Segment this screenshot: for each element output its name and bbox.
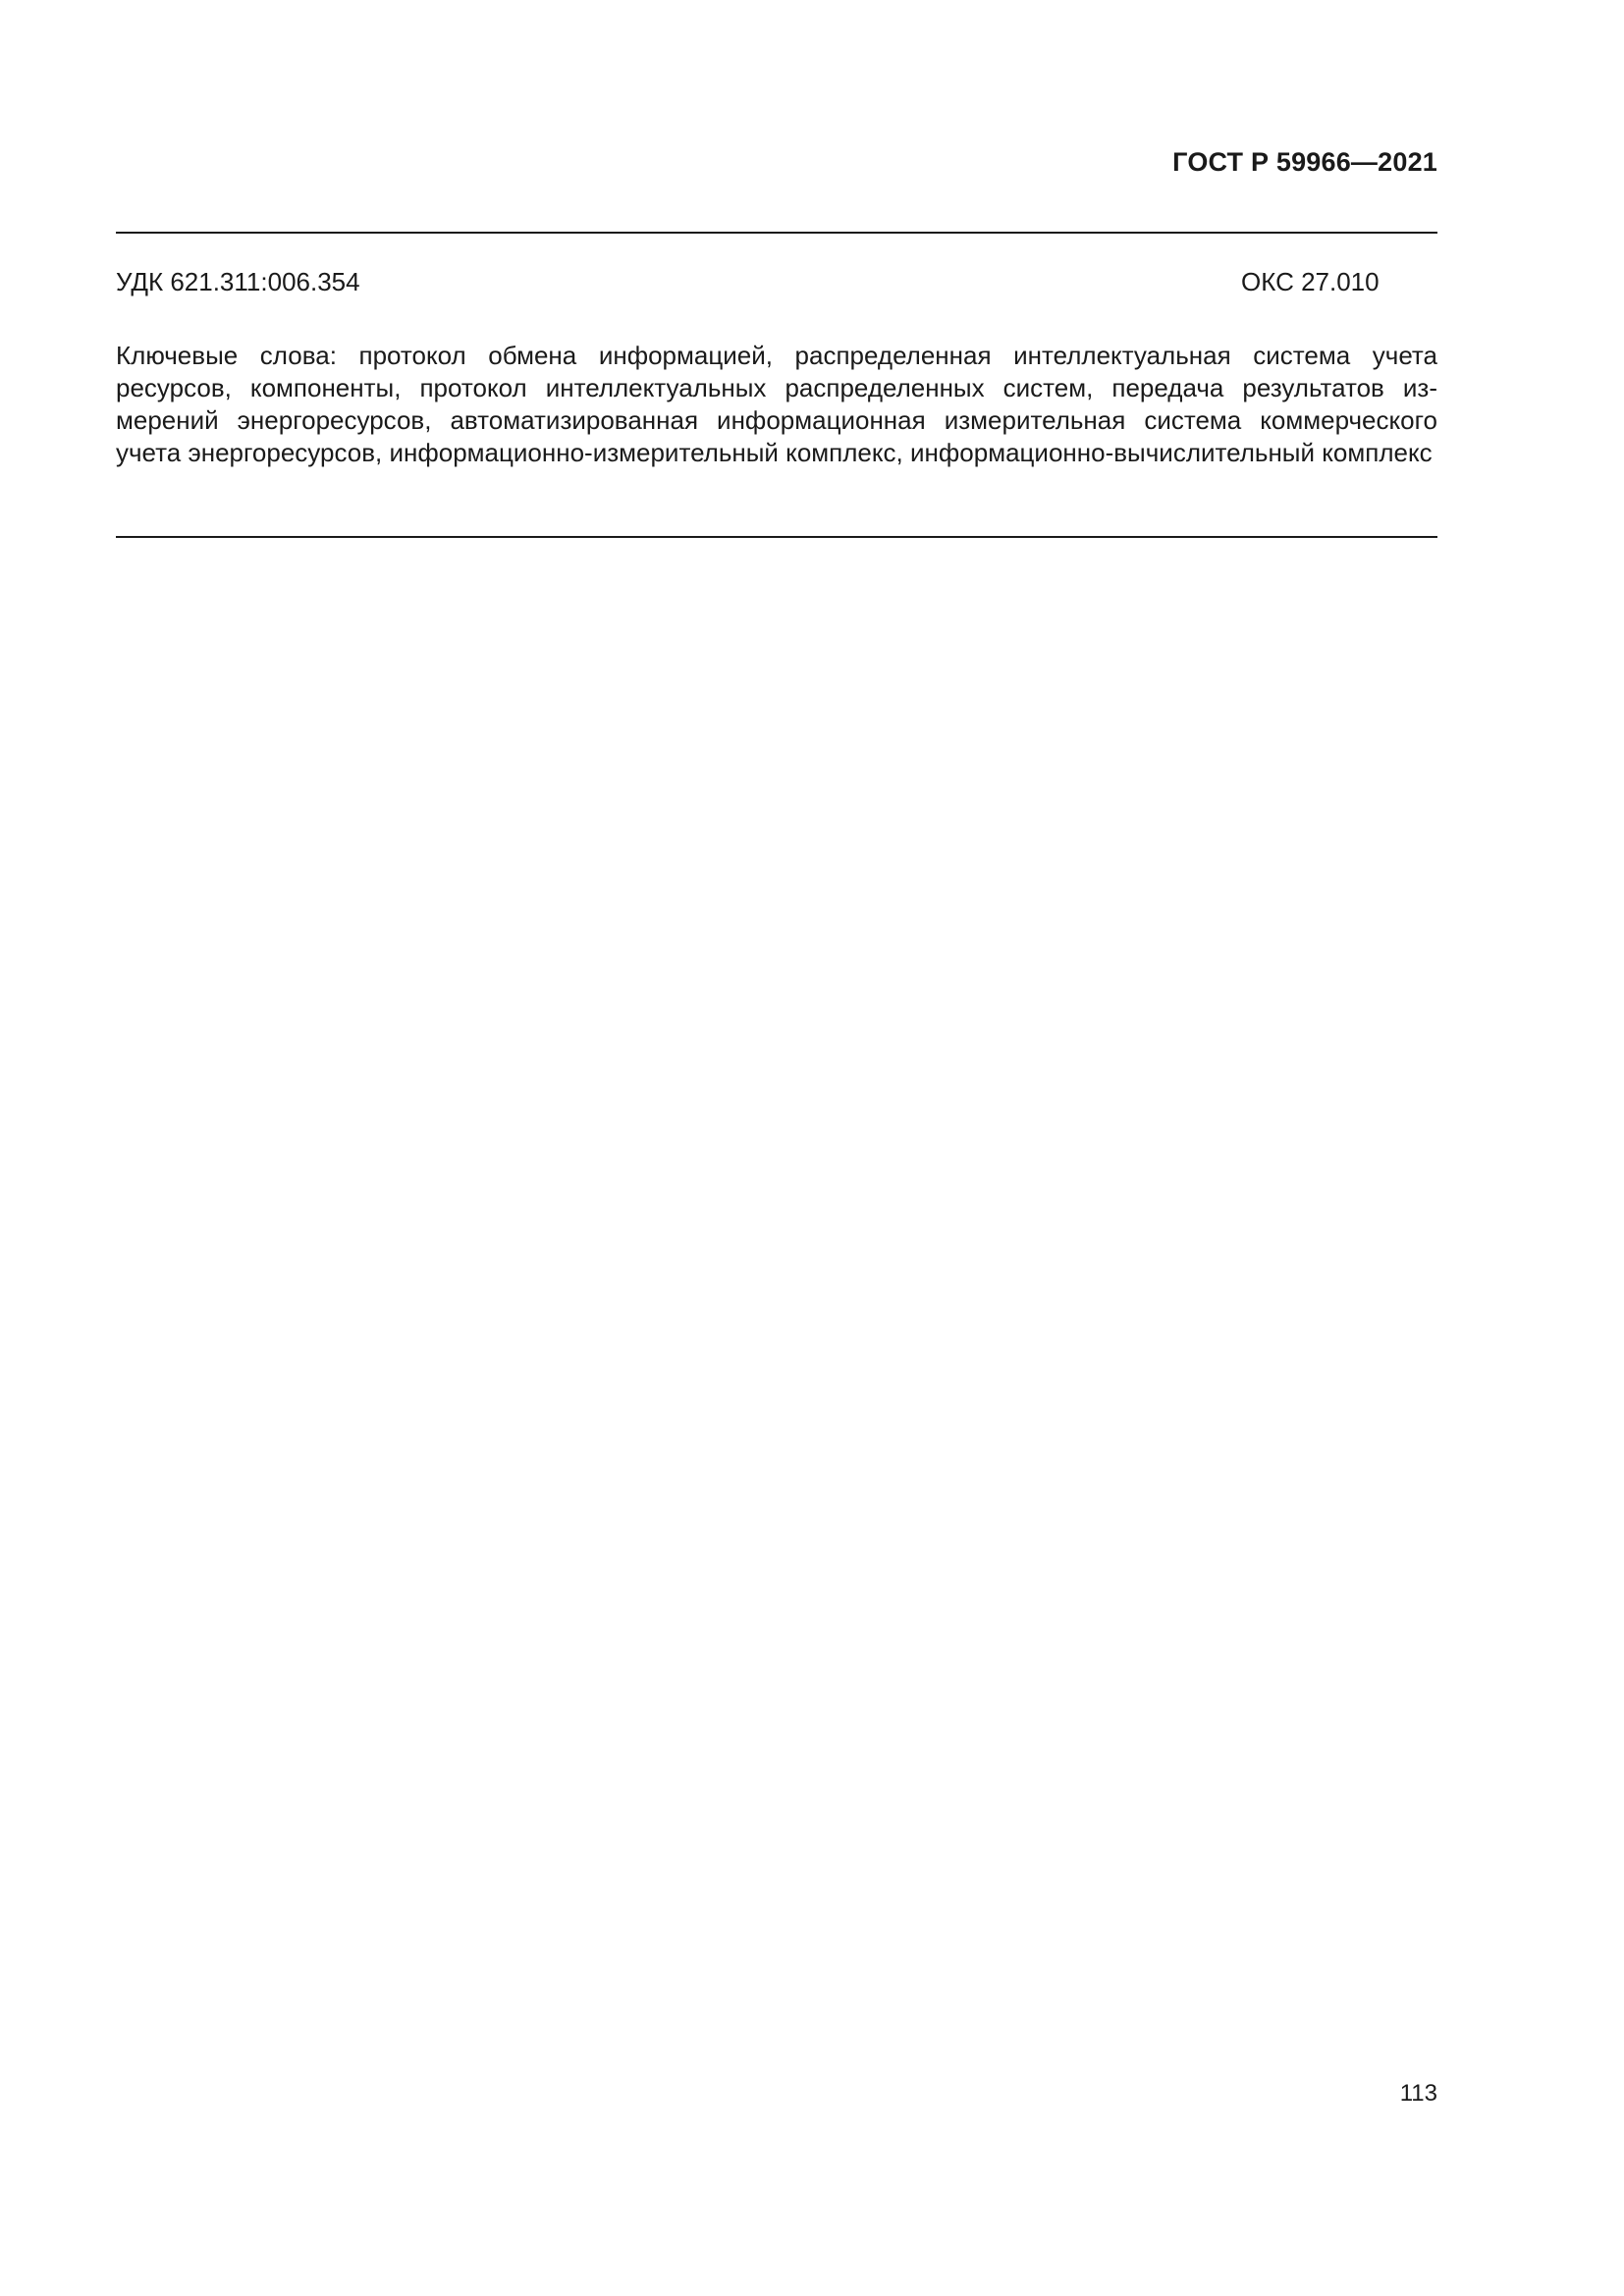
oks-code: ОКС 27.010 <box>1241 267 1380 296</box>
keywords-paragraph: Ключевые слова: протокол обмена информацией, распределенная интеллектуальная система учета ресурсов, компоненты, протокол интеллектуальных распределенных систем, передача результатов измерений энергоресурсов, автоматизированная информационная измерительная система коммерческого учета энергоресурсов, информационно-измерительный комплекс, информационно-вычислительный комплекс <box>116 341 1437 467</box>
page-number: 113 <box>1399 2080 1437 2107</box>
standard-code: ГОСТ Р 59966—2021 <box>1172 147 1437 177</box>
top-divider <box>116 232 1437 234</box>
bottom-divider <box>116 536 1437 538</box>
udk-code: УДК 621.311:006.354 <box>116 267 360 296</box>
